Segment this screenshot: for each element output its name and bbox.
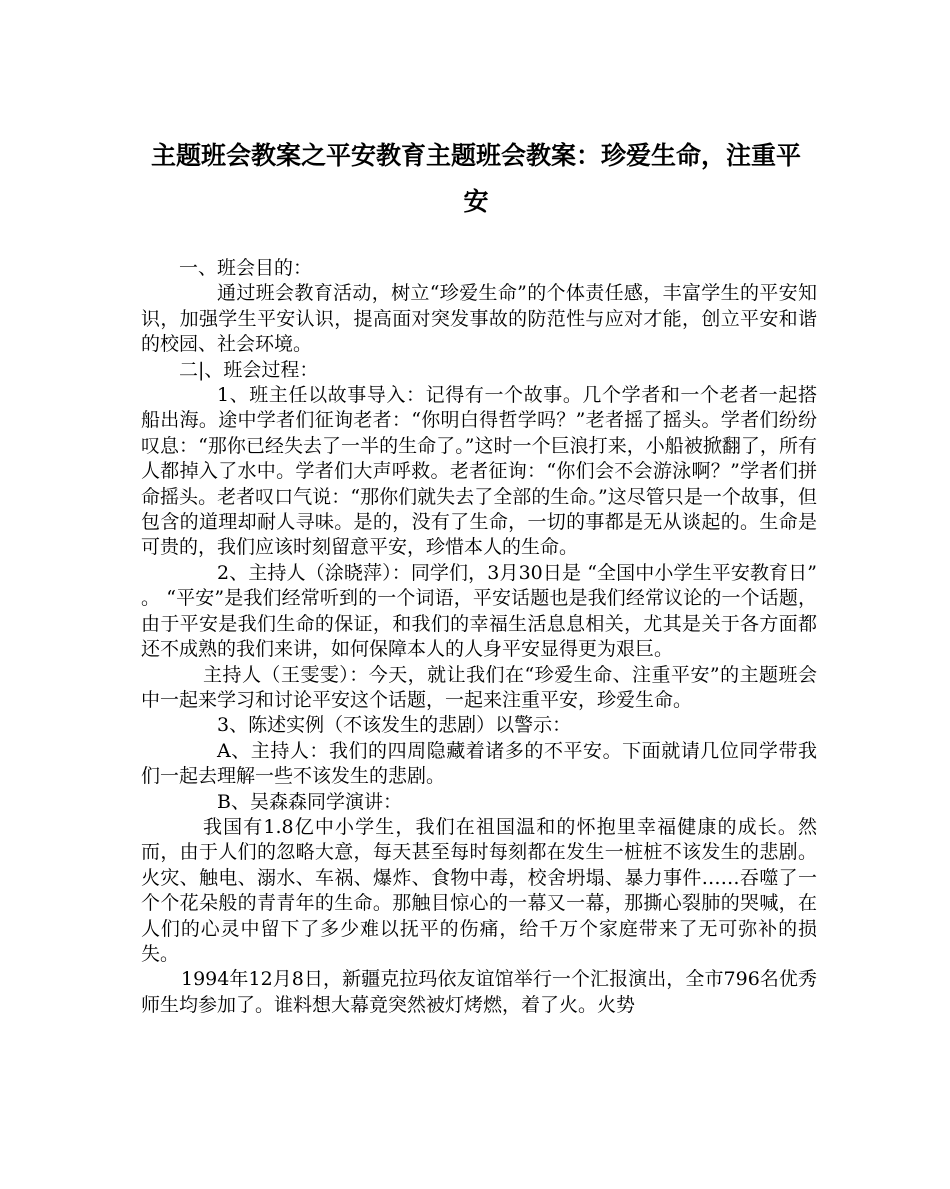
document-title: 主题班会教案之平安教育主题班会教案：珍爱生命，注重平安: [150, 141, 801, 216]
paragraph-karamay-fire: 1994年12月8日，新疆克拉玛依友谊馆举行一个汇报演出，全市796名优秀师生均参加了。谁料想大幕竟突然被灯烤燃，着了火。火势: [141, 968, 817, 1016]
document-body: [141, 256, 817, 1018]
paragraph-purpose: 通过班会教育活动，树立“珍爱生命”的个体责任感，丰富学生的平安知识，加强学生平安认识，提高面对突发事故的防范性与应对才能，创立平安和谐的校园、社会环境。: [141, 282, 817, 356]
paragraph-speech-b: B、吴森森同学演讲：: [217, 790, 402, 813]
paragraph-examples-heading: 3、陈述实例（不该发生的悲剧）以警示：: [217, 714, 572, 737]
paragraph-host-wang: 主持人（王雯雯）：今天，就让我们在“珍爱生命、注重平安”的主题班会中一起来学习和讨论平安这个话题，一起来注重平安，珍爱生命。: [141, 663, 817, 711]
section-heading-process: 二|、班会过程：: [179, 358, 319, 381]
paragraph-speech-content: 我国有1.8亿中小学生，我们在祖国温和的怀抱里幸福健康的成长。然而，由于人们的忽略大意，每天甚至每时每刻都在发生一桩桩不该发生的悲剧。火灾、触电、溺水、车祸、爆炸、食物中毒，校舍坍塌、暴力事件……吞噬了一个个花朵般的青青年的生命。那触目惊心的一幕又一幕，那撕心裂肺的哭喊，在人们的心灵中留下了多少难以抚平的伤痛，给千万个家庭带来了无可弥补的损失。: [141, 815, 817, 965]
paragraph-story-intro: 1、班主任以故事导入：记得有一个故事。几个学者和一个老者一起搭船出海。途中学者们征询老者：“你明白得哲学吗？”老者摇了摇头。学者们纷纷叹息：“那你已经失去了一半的生命了。”这时一个巨浪打来，小船被掀翻了，所有人都掉入了水中。学者们大声呼救。老者征询：“你们会不会游泳啊？”学者们拼命摇头。老者叹口气说：“那你们就失去了全部的生命。”这尽管只是一个故事，但包含的道理却耐人寻味。是的，没有了生命，一切的事都是无从谈起的。生命是可贵的，我们应该时刻留意平安，珍惜本人的生命。: [141, 384, 817, 559]
paragraph-host-a: A、主持人：我们的四周隐藏着诸多的不平安。下面就请几位同学带我们一起去理解一些不该发生的悲剧。: [141, 739, 817, 788]
paragraph-host-tu: 2、主持人（涂晓萍）：同学们，3月30日是 “全国中小学生平安教育日” 。 “平安”是我们经常听到的一个词语，平安话题也是我们经常议论的一个话题，由于平安是我们生命的保证，和我们的幸福生活息息相关，尤其是关于各方面都还不成熟的我们来讲，如何保障本人的人身平安显得更为艰巨。: [141, 561, 817, 661]
section-heading-purpose: 一、班会目的：: [179, 257, 313, 279]
